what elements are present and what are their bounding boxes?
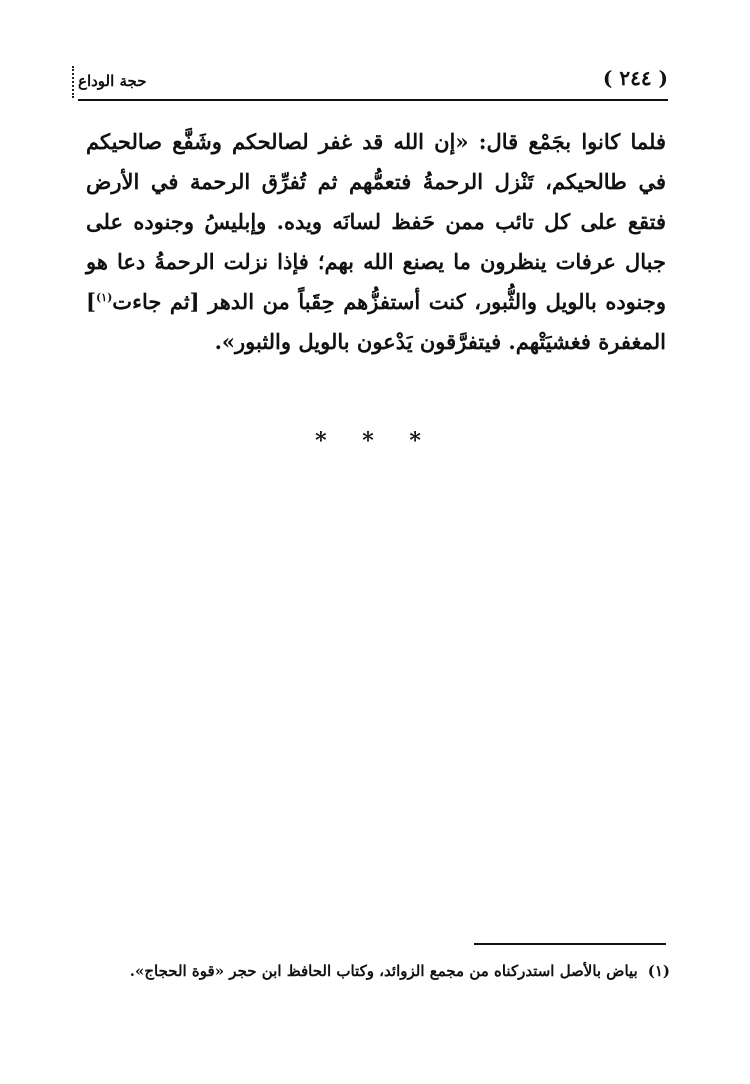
- footnote-rule: [474, 943, 666, 945]
- page-header: [78, 66, 668, 100]
- section-separator: * * *: [315, 428, 435, 454]
- page-number: ( ٢٤٤ ): [602, 66, 668, 90]
- header-rule: [78, 99, 668, 101]
- body-text-part-2: ] المغفرة فغشيَتْهم. فيتفرَّقون يَدْعون بالويل والثبور».: [86, 289, 666, 354]
- footnote-marker: (١): [647, 962, 670, 980]
- footnote-reference: (١): [95, 291, 113, 304]
- footnote-text: بياض بالأصل استدركناه من مجمع الزوائد، وكتاب الحافظ ابن حجر «قوة الحجاج».: [129, 962, 638, 980]
- running-title: حجة الوداع: [78, 72, 147, 90]
- footnote: [100, 958, 670, 984]
- margin-marks: [72, 66, 76, 98]
- body-paragraph: [86, 122, 666, 362]
- body-text-part-1: فلما كانوا بجَمْع قال: «إن الله قد غفر لصالحكم وشَفَّع صالحيكم في طالحيكم، تَنْزل الرحمةُ فتعمُّهم ثم تُفرِّق الرحمة في الأرض فتقع على كل تائب ممن حَفظ لسانَه ويده. وإبليسُ وجنوده على جبال عرفات ينظرون ما يصنع الله بهم؛ فإذا نزلت الرحمةُ دعا هو وجنوده بالويل والثُّبور، كنت أستفزُّهم حِقَباً من الدهر [ثم جاءت: [86, 129, 666, 314]
